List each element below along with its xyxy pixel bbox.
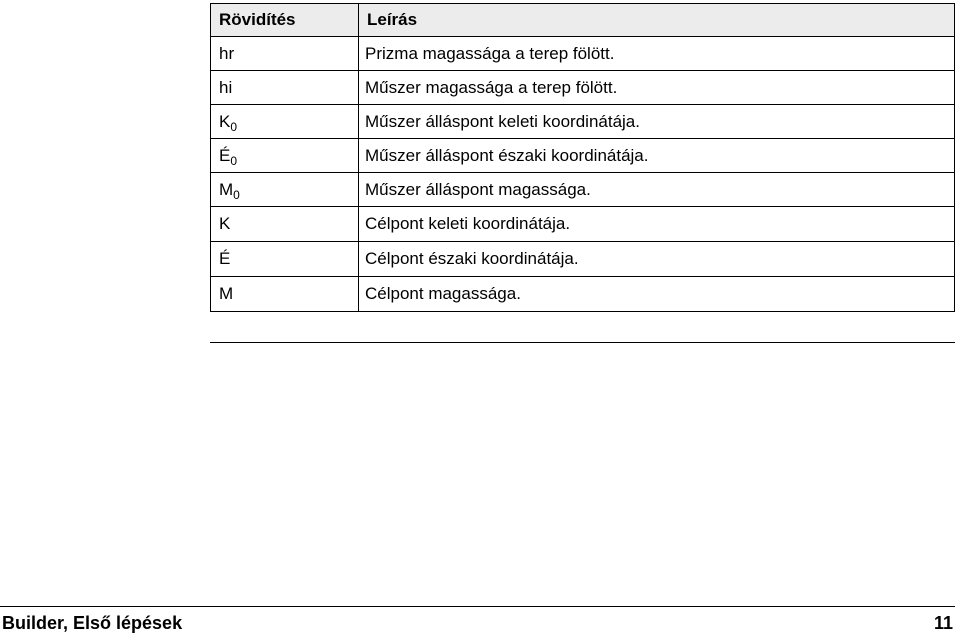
table-row xyxy=(211,277,955,312)
abbreviation-cell xyxy=(211,277,359,312)
table-row xyxy=(211,105,955,139)
abbreviation-cell xyxy=(211,242,359,277)
abbreviation-text: hr xyxy=(219,43,235,63)
abbreviation-cell xyxy=(211,207,359,242)
abbreviation-text: hi xyxy=(219,77,233,97)
header-abbreviation: Rövidítés xyxy=(211,4,359,37)
abbreviation-subscript: 0 xyxy=(233,187,240,202)
abbreviation-cell xyxy=(211,37,359,71)
abbreviation-text: M xyxy=(219,284,234,303)
abbreviation-text: M xyxy=(219,179,234,199)
abbreviation-cell xyxy=(211,71,359,105)
table-row xyxy=(211,207,955,242)
header-description: Leírás xyxy=(359,4,955,37)
table-row xyxy=(211,139,955,173)
abbreviation-text: K xyxy=(219,111,231,131)
table-row xyxy=(211,71,955,105)
abbreviation-cell xyxy=(211,173,359,207)
description-cell: Célpont északi koordinátája. xyxy=(359,242,955,277)
description-cell: Műszer álláspont keleti koordinátája. xyxy=(359,105,955,139)
description-cell: Prizma magassága a terep fölött. xyxy=(359,37,955,71)
abbreviation-text: É xyxy=(219,145,231,165)
abbreviation-cell xyxy=(211,139,359,173)
table-row xyxy=(211,173,955,207)
abbreviation-subscript: 0 xyxy=(230,153,238,168)
footer-title: Builder, Első lépések xyxy=(2,613,183,633)
description-cell: Célpont keleti koordinátája. xyxy=(359,207,955,242)
table-row xyxy=(211,37,955,71)
footer-divider xyxy=(0,606,955,607)
table-row xyxy=(211,242,955,277)
page-number: 11 xyxy=(933,613,953,633)
description-cell: Műszer magassága a terep fölött. xyxy=(359,71,955,105)
abbreviation-table xyxy=(210,3,955,312)
abbreviation-subscript: 0 xyxy=(230,119,238,134)
abbreviation-text: K xyxy=(219,214,231,233)
description-cell: Műszer álláspont északi koordinátája. xyxy=(359,139,955,173)
section-divider xyxy=(210,342,955,343)
abbreviation-cell xyxy=(211,105,359,139)
description-cell: Célpont magassága. xyxy=(359,277,955,312)
abbreviation-text: É xyxy=(219,249,231,268)
table-header-row xyxy=(211,4,955,37)
description-cell: Műszer álláspont magassága. xyxy=(359,173,955,207)
